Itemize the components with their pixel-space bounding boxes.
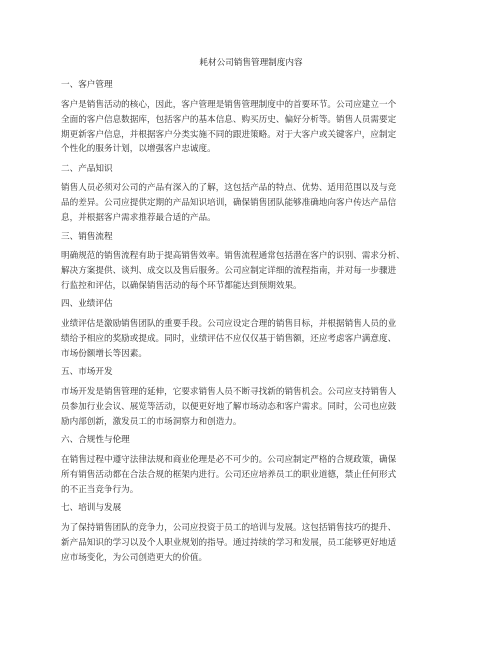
- paragraph-line: 市场开发是销售管理的延伸，它要求销售人员不断寻找新的销售机会。公司应支持销售人: [61, 387, 397, 397]
- paragraph-line: 所有销售活动都在合法合规的框架内进行。公司还应培养员工的职业道德，禁止任何形式: [61, 469, 397, 480]
- section-heading-compliance-ethics: 六、合规性与伦理: [61, 435, 130, 445]
- paragraph-line: 为了保持销售团队的竞争力，公司应投资于员工的培训与发展。这包括销售技巧的提升、: [61, 523, 397, 533]
- paragraph-line: 业绩评估是激励销售团队的重要手段。公司应设定合理的销售目标，并根据销售人员的业: [61, 319, 397, 329]
- paragraph-line: 市场份额增长等因素。: [61, 348, 147, 359]
- paragraph-line: 励内部创新，激发员工的市场洞察力和创造力。: [61, 416, 242, 427]
- paragraph-line: 全面的客户信息数据库，包括客户的基本信息、购买历史、偏好分析等。销售人员需要定: [61, 114, 397, 125]
- section-body-market-development: [61, 385, 441, 429]
- paragraph-line: 期更新客户信息，并根据客户分类实施不同的跟进策略。对于大客户或关键客户，应制定: [61, 129, 397, 140]
- paragraph-line: 在销售过程中遵守法律法规和商业伦理是必不可少的。公司应制定严格的合规政策，确保: [61, 455, 397, 465]
- paragraph-line: 行监控和评估，以确保销售活动的每个环节都能达到预期效果。: [61, 280, 302, 291]
- paragraph-line: 员参加行业会议、展览等活动，以便更好地了解市场动态和客户需求。同时，公司也应鼓: [61, 401, 397, 412]
- section-body-product-knowledge: [61, 181, 441, 225]
- section-heading-training-development: 七、培训与发展: [61, 503, 122, 513]
- paragraph-line: 解决方案提供、谈判、成交以及售后服务。公司应制定详细的流程指南，并对每一步骤进: [61, 265, 397, 276]
- document-title: 耗材公司销售管理制度内容: [199, 58, 303, 68]
- paragraph-line: 品的差异。公司应提供定期的产品知识培训，确保销售团队能够准确地向客户传达产品信: [61, 197, 397, 208]
- section-body-training-development: [61, 521, 441, 565]
- section-heading-product-knowledge: 二、产品知识: [61, 164, 113, 174]
- paragraph-line: 绩给予相应的奖励或提成。同时，业绩评估不应仅仅基于销售额，还应考虑客户满意度、: [61, 333, 397, 344]
- paragraph-line: 的不正当竞争行为。: [61, 484, 139, 495]
- paragraph-line: 客户是销售活动的核心，因此，客户管理是销售管理制度中的首要环节。公司应建立一个: [61, 100, 397, 110]
- section-body-sales-process: [61, 249, 441, 293]
- section-body-customer-management: [61, 98, 441, 157]
- section-body-performance-evaluation: [61, 317, 441, 361]
- section-heading-market-development: 五、市场开发: [61, 367, 113, 377]
- section-body-compliance-ethics: [61, 453, 441, 497]
- section-heading-performance-evaluation: 四、业绩评估: [61, 299, 113, 309]
- paragraph-line: 个性化的服务计划，以增强客户忠诚度。: [61, 144, 216, 155]
- paragraph-line: 息，并根据客户需求推荐最合适的产品。: [61, 212, 216, 223]
- paragraph-line: 新产品知识的学习以及个人职业规划的指导。通过持续的学习和发展，员工能够更好地适: [61, 537, 397, 548]
- paragraph-line: 明确规范的销售流程有助于提高销售效率。销售流程通常包括潜在客户的识别、需求分析、: [61, 251, 405, 261]
- paragraph-line: 销售人员必须对公司的产品有深入的了解，这包括产品的特点、优势、适用范围以及与竞: [61, 183, 397, 193]
- paragraph-line: 应市场变化，为公司创造更大的价值。: [61, 552, 208, 563]
- section-heading-sales-process: 三、销售流程: [61, 232, 113, 242]
- section-heading-customer-management: 一、客户管理: [61, 80, 113, 90]
